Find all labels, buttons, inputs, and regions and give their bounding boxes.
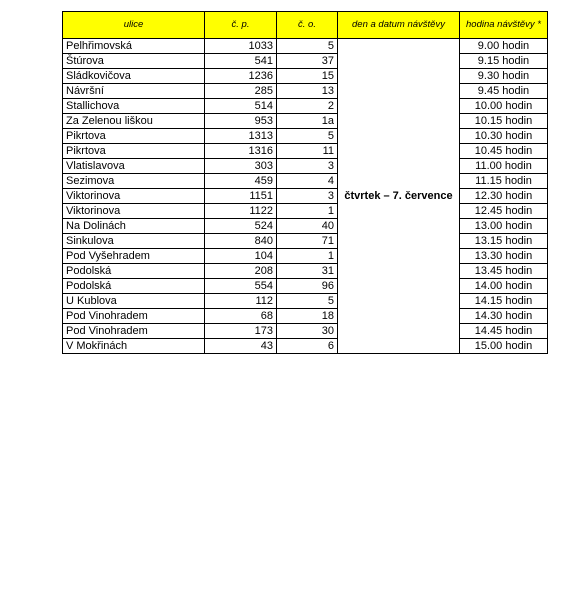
table-row	[63, 279, 548, 294]
cell-street: Na Dolinách	[63, 219, 205, 234]
table-row	[63, 324, 548, 339]
cell-co: 6	[277, 339, 338, 354]
table-row	[63, 129, 548, 144]
cell-co: 5	[277, 294, 338, 309]
cell-street: Sinkulova	[63, 234, 205, 249]
cell-time: 9.15 hodin	[460, 54, 548, 69]
cell-day-date: čtvrtek – 7. července	[338, 39, 460, 354]
cell-street: Viktorinova	[63, 204, 205, 219]
cell-time: 10.00 hodin	[460, 99, 548, 114]
cell-time: 14.00 hodin	[460, 279, 548, 294]
cell-street: Pikrtova	[63, 129, 205, 144]
cell-street: Pod Vyšehradem	[63, 249, 205, 264]
table-body	[63, 39, 548, 354]
cell-cp: 173	[205, 324, 277, 339]
table-row	[63, 189, 548, 204]
cell-street: Sezimova	[63, 174, 205, 189]
cell-street: Štúrova	[63, 54, 205, 69]
header-street: ulice	[63, 12, 205, 39]
cell-cp: 840	[205, 234, 277, 249]
cell-cp: 1033	[205, 39, 277, 54]
cell-cp: 208	[205, 264, 277, 279]
cell-street: Za Zelenou liškou	[63, 114, 205, 129]
cell-time: 13.00 hodin	[460, 219, 548, 234]
cell-time: 9.45 hodin	[460, 84, 548, 99]
cell-cp: 554	[205, 279, 277, 294]
cell-cp: 1151	[205, 189, 277, 204]
cell-co: 5	[277, 39, 338, 54]
cell-street: Pod Vinohradem	[63, 309, 205, 324]
cell-co: 4	[277, 174, 338, 189]
cell-cp: 541	[205, 54, 277, 69]
cell-co: 2	[277, 99, 338, 114]
cell-street: Sládkovičova	[63, 69, 205, 84]
cell-co: 1	[277, 204, 338, 219]
table-row	[63, 84, 548, 99]
table-row	[63, 219, 548, 234]
cell-street: Podolská	[63, 279, 205, 294]
cell-time: 13.15 hodin	[460, 234, 548, 249]
cell-cp: 112	[205, 294, 277, 309]
cell-street: Stallichova	[63, 99, 205, 114]
cell-time: 13.45 hodin	[460, 264, 548, 279]
cell-cp: 1313	[205, 129, 277, 144]
cell-cp: 1316	[205, 144, 277, 159]
cell-time: 12.30 hodin	[460, 189, 548, 204]
header-time: hodina návštěvy *	[460, 12, 548, 39]
cell-time: 9.30 hodin	[460, 69, 548, 84]
header-co: č. o.	[277, 12, 338, 39]
cell-time: 10.15 hodin	[460, 114, 548, 129]
header-cp: č. p.	[205, 12, 277, 39]
cell-co: 3	[277, 189, 338, 204]
cell-time: 13.30 hodin	[460, 249, 548, 264]
cell-time: 14.30 hodin	[460, 309, 548, 324]
table-row	[63, 54, 548, 69]
cell-co: 37	[277, 54, 338, 69]
cell-time: 9.00 hodin	[460, 39, 548, 54]
cell-cp: 953	[205, 114, 277, 129]
table-row	[63, 144, 548, 159]
table-row	[63, 99, 548, 114]
cell-cp: 1122	[205, 204, 277, 219]
cell-cp: 43	[205, 339, 277, 354]
cell-cp: 68	[205, 309, 277, 324]
cell-cp: 514	[205, 99, 277, 114]
cell-co: 30	[277, 324, 338, 339]
table-row	[63, 264, 548, 279]
cell-co: 18	[277, 309, 338, 324]
table-row	[63, 114, 548, 129]
table-row	[63, 159, 548, 174]
header-day: den a datum návštěvy	[338, 12, 460, 39]
visit-schedule-table	[62, 11, 548, 354]
table-row	[63, 294, 548, 309]
cell-street: Pod Vinohradem	[63, 324, 205, 339]
cell-time: 12.45 hodin	[460, 204, 548, 219]
cell-co: 1a	[277, 114, 338, 129]
cell-time: 14.15 hodin	[460, 294, 548, 309]
table-row	[63, 249, 548, 264]
table-row	[63, 69, 548, 84]
cell-co: 5	[277, 129, 338, 144]
cell-time: 11.15 hodin	[460, 174, 548, 189]
cell-cp: 459	[205, 174, 277, 189]
table-row	[63, 234, 548, 249]
cell-time: 11.00 hodin	[460, 159, 548, 174]
header-row	[63, 12, 548, 39]
cell-street: Podolská	[63, 264, 205, 279]
cell-cp: 1236	[205, 69, 277, 84]
cell-cp: 524	[205, 219, 277, 234]
cell-street: Pikrtova	[63, 144, 205, 159]
cell-co: 1	[277, 249, 338, 264]
cell-cp: 285	[205, 84, 277, 99]
cell-co: 31	[277, 264, 338, 279]
table-row	[63, 204, 548, 219]
cell-co: 3	[277, 159, 338, 174]
cell-time: 10.45 hodin	[460, 144, 548, 159]
table-row	[63, 339, 548, 354]
cell-co: 15	[277, 69, 338, 84]
cell-street: Viktorinova	[63, 189, 205, 204]
cell-co: 13	[277, 84, 338, 99]
cell-co: 71	[277, 234, 338, 249]
cell-time: 10.30 hodin	[460, 129, 548, 144]
cell-time: 14.45 hodin	[460, 324, 548, 339]
table-row	[63, 39, 548, 54]
cell-street: Pelhřimovská	[63, 39, 205, 54]
cell-street: Návršní	[63, 84, 205, 99]
cell-cp: 104	[205, 249, 277, 264]
cell-cp: 303	[205, 159, 277, 174]
table-row	[63, 309, 548, 324]
cell-co: 11	[277, 144, 338, 159]
cell-street: U Kublova	[63, 294, 205, 309]
cell-co: 40	[277, 219, 338, 234]
cell-time: 15.00 hodin	[460, 339, 548, 354]
table-row	[63, 174, 548, 189]
cell-street: Vlatislavova	[63, 159, 205, 174]
cell-co: 96	[277, 279, 338, 294]
cell-street: V Mokřinách	[63, 339, 205, 354]
